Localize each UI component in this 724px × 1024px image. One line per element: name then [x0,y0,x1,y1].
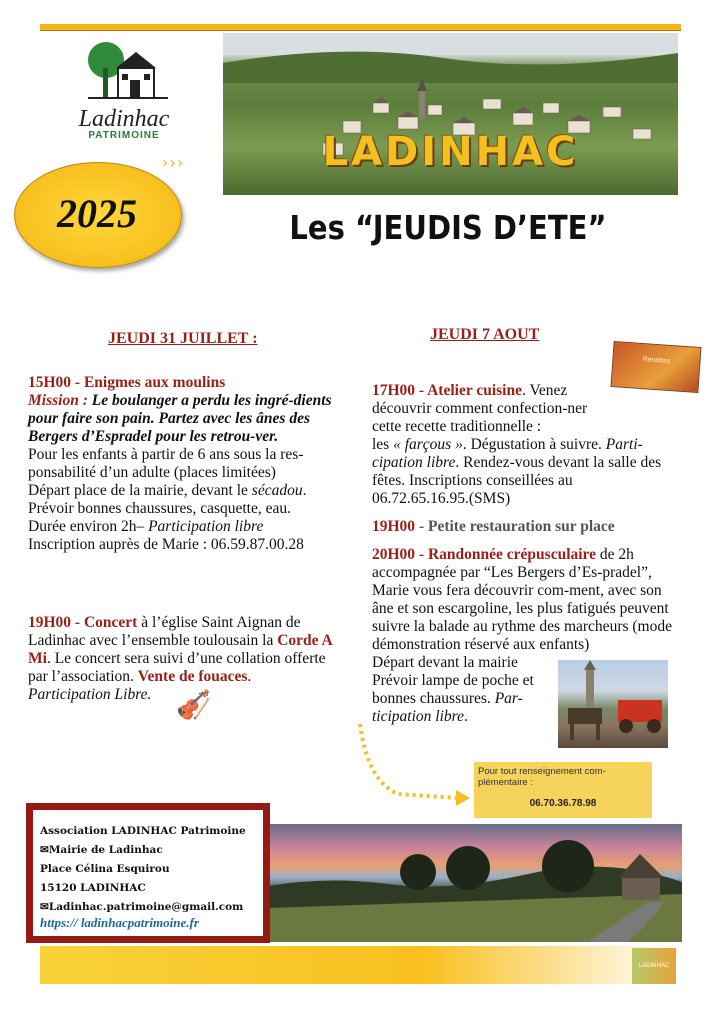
left-day-label: JEUDI 31 JUILLET : [108,330,258,347]
restauration-time: 19H00 [372,518,416,535]
right-day-label: JEUDI 7 AOUT [430,326,540,343]
randonnee-text-1: de 2h accompagnée par “Les Bergers d’Es-pradel”, Marie vous fera découvrir com-ment, avec son âne et son escargoline, les plus fatigués peuvent suivre la balade au rythme des marcheurs (mode démonstration réservé aux enfants) [372,546,672,653]
logo-name: Ladinhac [78,106,170,132]
cuisine-text-1: . Venez découvrir comment confection-ner cette recette traditionnelle : [372,382,588,435]
concert-text-1: à l’église Saint Aignan de Ladinhac avec l’ensemble toulousain la [28,614,301,649]
violin-icon: 🎻 [176,688,211,721]
vente-fouaces: Vente de fouaces [137,668,248,685]
top-bar [40,24,681,31]
randonnee-end: . [464,708,468,725]
cuisine-time: 17H00 - Atelier cuisine [372,382,522,399]
randonnee-time: 20H00 - Randonnée crépusculaire [372,546,597,563]
hero-title: LADINHAC [322,129,579,175]
secadou: sécadou [251,482,303,499]
donkey-photo [558,660,668,748]
right-event-restauration [372,518,672,536]
restauration-text: - Petite restauration sur place [415,518,615,535]
corde-a-mi: Corde A Mi [28,632,332,667]
farcous: « farçous » [393,436,463,453]
village-photo [223,33,678,195]
randonnee-depart: Départ devant la mairie [372,654,518,671]
left-day-heading [108,330,288,348]
info-text: Pour tout renseignement com-plémentaire : [478,766,606,788]
association-line4: 15120 LADINHAC [40,882,146,894]
enigmes-duree: Durée environ 2h– [28,518,149,535]
association-website[interactable]: https:// ladinhacpatrimoine.fr [40,915,199,930]
concert-text-2: . Le concert sera suivi d’une collation offerte par l’association. [28,650,326,685]
right-event-cuisine [372,382,672,508]
logo-subtitle: PATRIMOINE [88,130,160,141]
event-title: Les “JEUDIS D’ETE” [289,208,607,247]
cuisine-participation: Parti-cipation libre [372,436,643,471]
enigmes-audience: Pour les enfants à partir de 6 ans sous la res-ponsabilité d’un adulte (places limitées) [28,446,304,481]
enigmes-prevoir: Prévoir bonnes chaussures, casquette, eau. [28,500,291,517]
randonnee-participation: Par-ticipation libre [372,690,523,725]
enigmes-depart-end: . [302,482,307,499]
right-day-heading [430,326,570,344]
footer-logo: LADINHAC [632,948,676,984]
info-phone: 06.70.36.78.98 [529,798,597,809]
association-name: Association LADINHAC Patrimoine [40,825,246,837]
randonnee-prevoir: Prévoir lampe de poche et bonnes chaussures. [372,672,534,707]
envelope-icon: ✉ [40,901,49,913]
concert-text-3: . [247,668,252,685]
association-line3: Place Célina Esquirou [40,863,170,875]
cuisine-text-2c: . Dégustation à suivre. [462,436,606,453]
enigmes-time: 15H00 - Enigmes aux moulins [28,374,226,391]
enigmes-depart: Départ place de la mairie, devant le [28,482,252,499]
concert-time: 19H00 - Concert [28,614,138,631]
cuisine-text-2e: . Rendez-vous devant la salle des fêtes. Inscriptions conseillées au 06.72.65.16.95.(SMS) [372,454,662,507]
footer-bar [40,946,680,984]
arrows-icon: › › › [162,153,182,172]
concert-participation: Participation Libre. [28,686,152,703]
enigmes-inscription: Inscription auprès de Marie : 06.59.87.00.28 [28,536,304,553]
cuisine-text-2a: les [372,436,394,453]
left-event-enigmes [28,374,348,554]
sunset-photo [268,824,682,942]
dotted-arrow-icon [358,722,478,810]
association-line2: Mairie de Ladinhac [48,844,163,856]
mailbox-icon: ✉ [40,844,49,856]
association-contact [40,822,246,917]
mission-label: Mission : [28,392,88,409]
mission-text: Le boulanger a perdu les ingré-dients pour faire son pain. Partez avec les ânes des Bergers d’Espradel pour les retrou-ver. [28,392,332,445]
association-email[interactable]: Ladinhac.patrimoine@gmail.com [48,901,244,913]
year-text: 2025 [57,191,137,236]
book-label: Recettes [642,356,671,365]
enigmes-participation: Participation libre [148,518,264,535]
